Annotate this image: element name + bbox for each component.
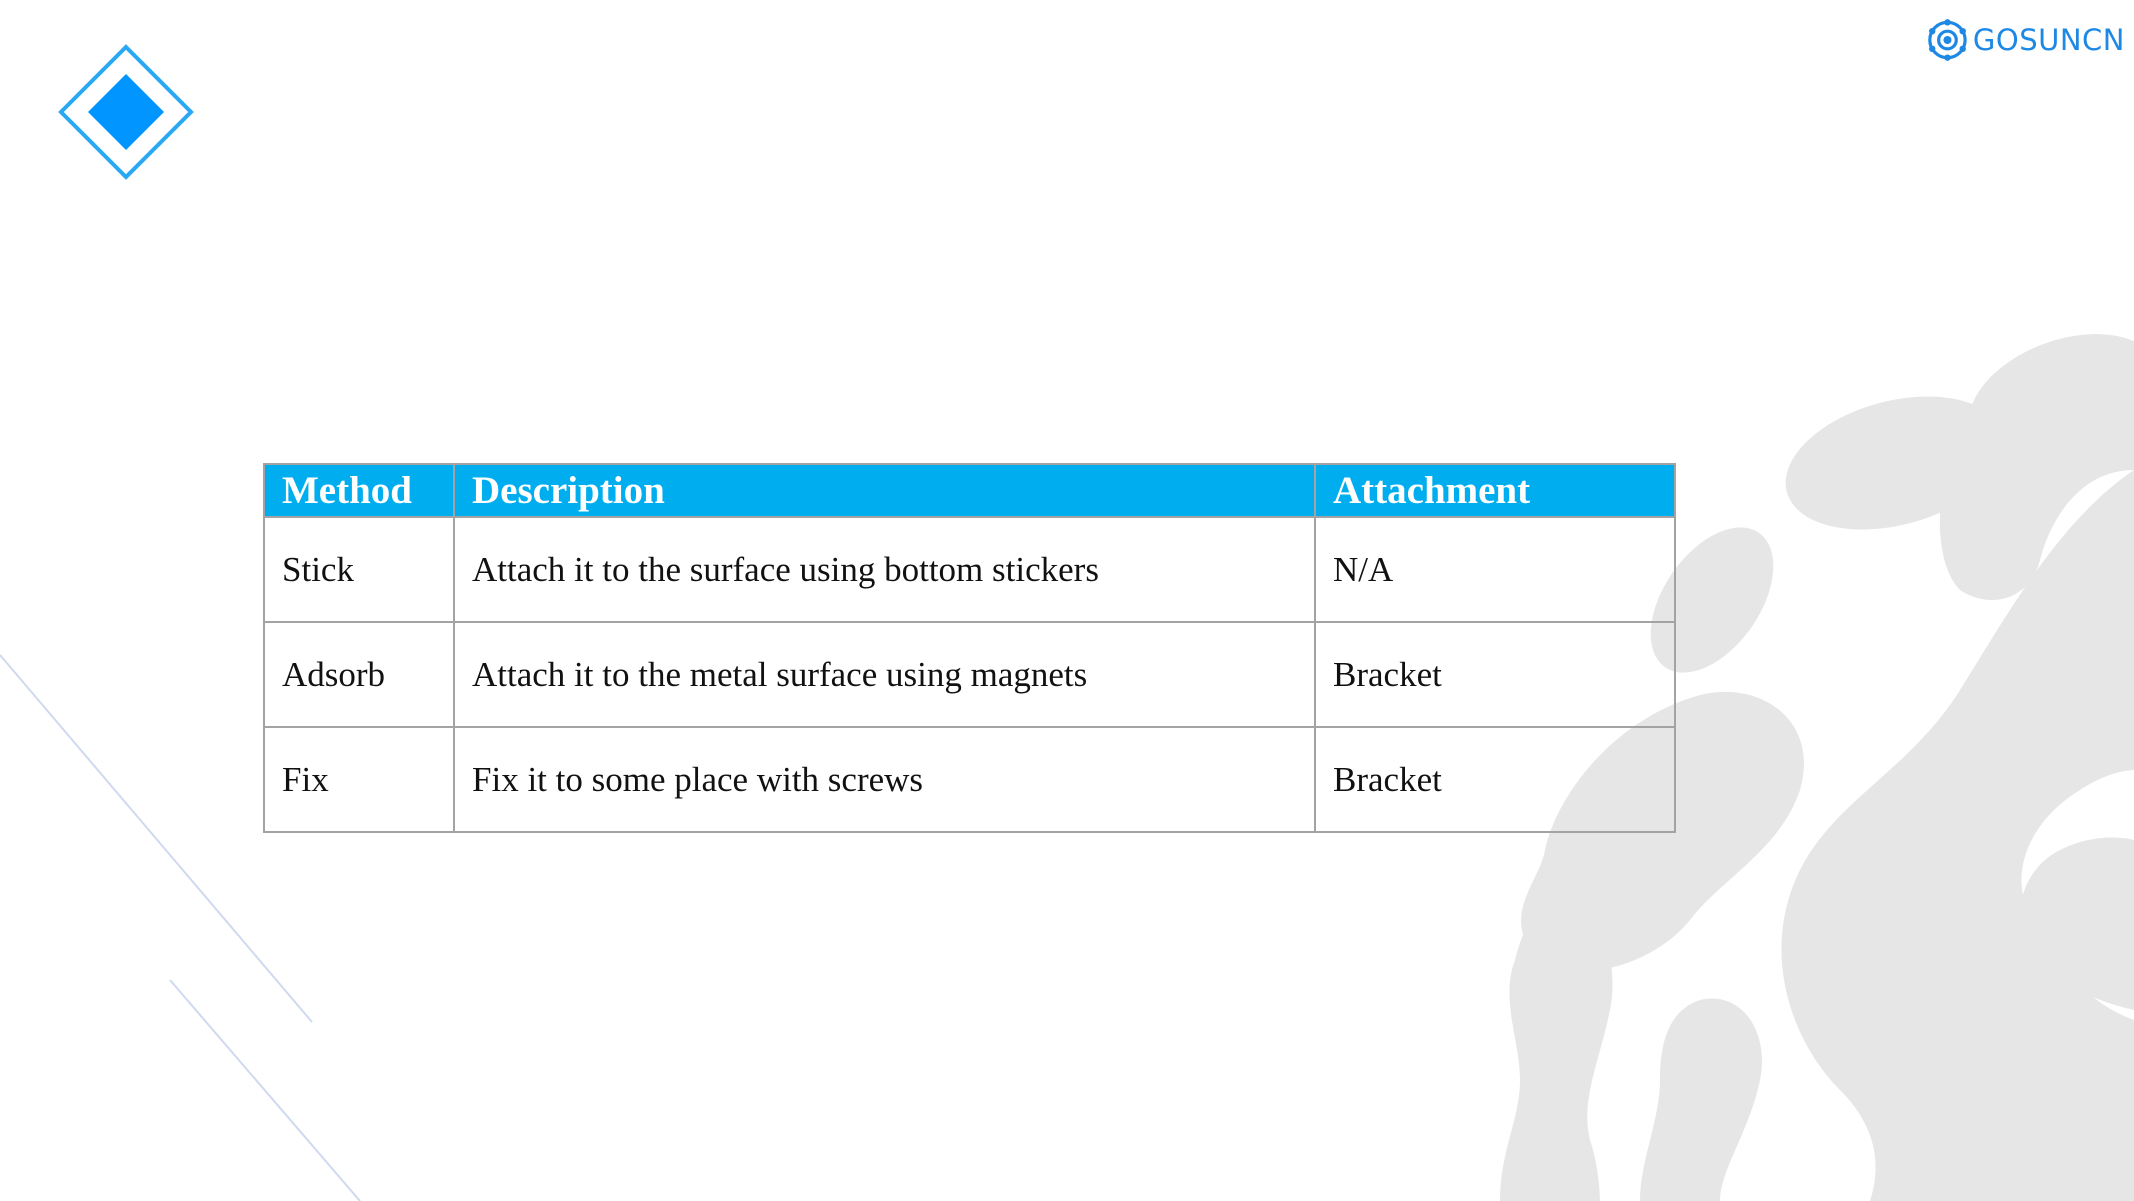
table-header-row (264, 464, 1675, 517)
attachment-methods-table (263, 463, 1676, 833)
diamond-icon (58, 44, 194, 180)
cell-method: Fix (264, 727, 454, 832)
cell-attachment: Bracket (1315, 622, 1675, 727)
brand-name: GOSUNCN (1972, 23, 2125, 57)
gosuncn-logo-icon (1925, 12, 1970, 68)
header-description: Description (454, 464, 1315, 517)
decor-line (170, 980, 360, 1201)
table-row (264, 517, 1675, 622)
brand-logo (1925, 10, 2125, 70)
header-method: Method (264, 464, 454, 517)
header-attachment: Attachment (1315, 464, 1675, 517)
cell-description: Attach it to the metal surface using magnets (454, 622, 1315, 727)
cell-attachment: N/A (1315, 517, 1675, 622)
cell-description: Attach it to the surface using bottom stickers (454, 517, 1315, 622)
table-row (264, 622, 1675, 727)
cell-attachment: Bracket (1315, 727, 1675, 832)
table-row (264, 727, 1675, 832)
cell-method: Adsorb (264, 622, 454, 727)
cell-description: Fix it to some place with screws (454, 727, 1315, 832)
attachment-methods-table-container (263, 463, 1676, 833)
cell-method: Stick (264, 517, 454, 622)
